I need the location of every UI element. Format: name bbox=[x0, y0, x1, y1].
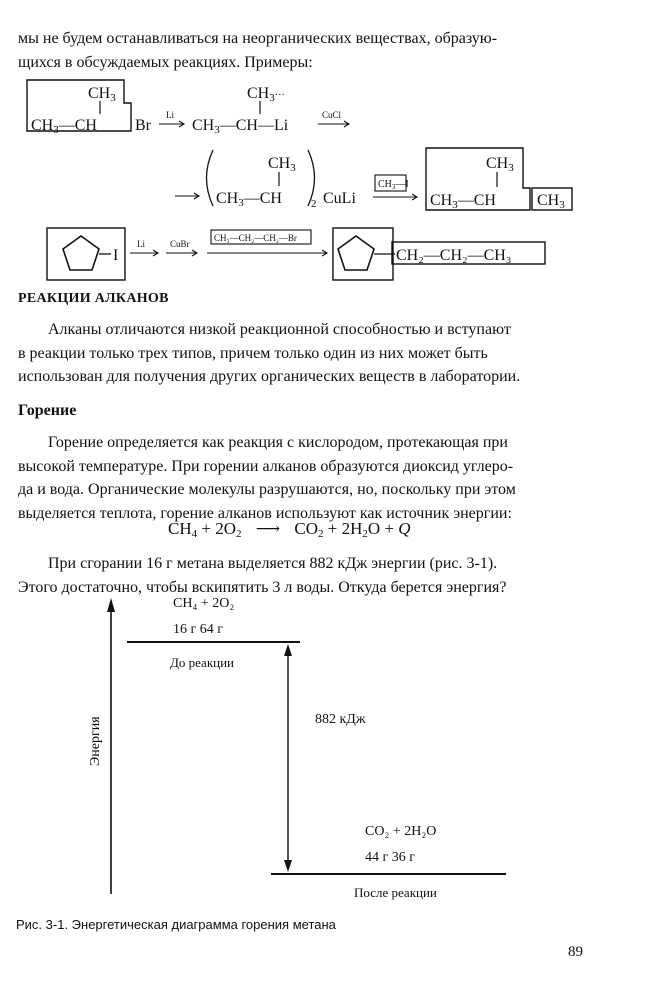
alkanes-line-3: использован для получения других органических веществ в лаборатории. bbox=[18, 368, 521, 385]
figure-caption: Рис. 3-1. Энергетическая диаграмма горения метана bbox=[16, 917, 336, 932]
cuprate-subscript: 2 bbox=[311, 198, 317, 210]
alkanes-paragraph bbox=[18, 318, 592, 389]
propyl-chain: CH₂—CH₂—CH₃ bbox=[396, 247, 512, 264]
cuprate-culi: CuLi bbox=[323, 190, 356, 207]
li-reagent: Li bbox=[166, 110, 174, 120]
page-number: 89 bbox=[568, 944, 583, 960]
reaction-scheme bbox=[0, 0, 650, 290]
combustion-line-3: да и вода. Органические молекулы разрушаются, но, поскольку при этом bbox=[18, 481, 516, 498]
methyl-label-1: CH3 bbox=[88, 85, 116, 104]
methane-line-1: При сгорании 16 г метана выделяется 882 кДж энергии (рис. 3-1). bbox=[48, 555, 498, 572]
cyclopentane-ring-1 bbox=[63, 236, 99, 270]
reactant-masses: 16 г 64 г bbox=[173, 622, 223, 637]
after-reaction-label: После реакции bbox=[354, 885, 437, 900]
methyl-label-2: CH3—CH bbox=[31, 117, 97, 136]
energy-released-label: 882 кДж bbox=[315, 712, 366, 727]
cucl-reagent: CuCl bbox=[322, 110, 342, 120]
energy-diagram bbox=[0, 590, 650, 910]
product-body: CH3—CH bbox=[430, 192, 496, 211]
product-masses: 44 г 36 г bbox=[365, 850, 415, 865]
cubr-reagent: CuBr bbox=[170, 239, 190, 249]
reactants-formula: CH₄ + 2O₂ bbox=[173, 596, 235, 611]
section-title-combustion: Горение bbox=[18, 402, 77, 419]
methane-line-2: Этого достаточно, чтобы вскипятить 3 л воды. Откуда берется энергия? bbox=[18, 578, 507, 596]
combustion-paragraph bbox=[18, 431, 592, 525]
methyl-label-5: CH3 bbox=[486, 155, 514, 174]
propyl-bromide-reagent: CH₃—CH₂—CH₂—Br bbox=[214, 233, 297, 243]
products-formula: CO₂ + 2H₂O bbox=[365, 824, 437, 839]
intro-line-2: щихся в обсуждаемых реакциях. Примеры: bbox=[18, 53, 313, 71]
before-reaction-label: До реакции bbox=[170, 655, 235, 670]
section-title-alkanes: РЕАКЦИИ АЛКАНОВ bbox=[18, 291, 169, 306]
energy-axis-arrowhead bbox=[107, 598, 115, 612]
intro-line-1: мы не будем останавливаться на неорганических веществах, образую- bbox=[18, 30, 498, 47]
new-methyl: CH3 bbox=[537, 192, 565, 211]
combustion-equation: $CH_4 + 2O_2$ ⟶ $CO_2 + 2H_2O + Q$ bbox=[168, 519, 411, 540]
combustion-line-4: выделяется теплота, горение алканов используют как источник энергии: bbox=[18, 504, 512, 522]
cyclopentane-ring-2 bbox=[338, 236, 374, 270]
energy-axis-label: Энергия bbox=[88, 716, 103, 766]
reaction-arrow: ⟶ bbox=[255, 519, 281, 538]
isopropyl-lithium: CH3—CH—Li bbox=[192, 117, 289, 136]
combustion-line-1: Горение определяется как реакция с кислородом, протекающая при bbox=[48, 434, 508, 451]
alkanes-line-1: Алканы отличаются низкой реакционной способностью и вступают bbox=[48, 321, 511, 338]
iodine-label: I bbox=[113, 247, 119, 264]
cuprate-body: CH3—CH bbox=[216, 190, 282, 209]
alkanes-line-2: в реакции только трех типов, причем только один из них может быть bbox=[18, 344, 488, 362]
methyl-iodide-reagent: $CH_3—I$ bbox=[378, 179, 409, 191]
combustion-line-2: высокой температуре. При горении алканов образуются диоксид углеро- bbox=[18, 457, 514, 475]
methyl-label-3: CH3··· bbox=[247, 85, 285, 104]
bromine-label: Br bbox=[135, 117, 151, 134]
methyl-label-4: CH3 bbox=[268, 155, 296, 174]
li-reagent-2: Li bbox=[137, 239, 145, 249]
